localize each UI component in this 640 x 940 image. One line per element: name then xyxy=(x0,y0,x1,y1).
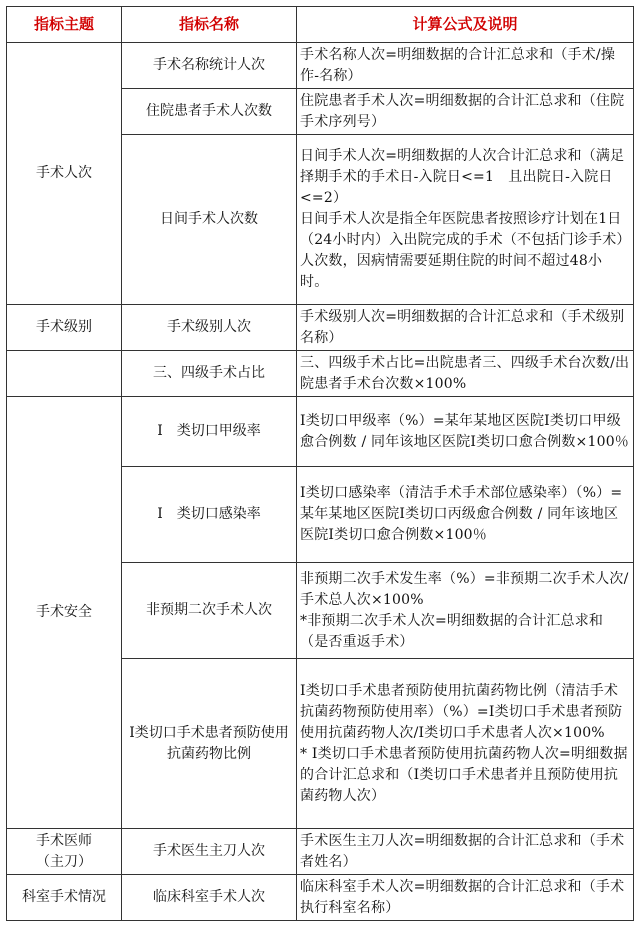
formula-cell: 手术级别人次=明细数据的合计汇总求和（手术级别名称） xyxy=(297,305,634,351)
table-row xyxy=(7,351,634,397)
header-formula: 计算公式及说明 xyxy=(297,7,634,43)
formula-cell: 日间手术人次=明细数据的人次合计汇总求和（满足择期手术的手术日-入院日<=1 且出院日-入院日<=2） 日间手术人次是指全年医院患者按照诊疗计划在1日（24小时内）入出院完成的手术（不包括门诊手术）人次数，因病情需要延期住院的时间不超过48小时。 xyxy=(297,135,634,305)
indicator-name: 手术级别人次 xyxy=(122,305,297,351)
indicator-name: 非预期二次手术人次 xyxy=(122,563,297,659)
formula-cell: Ⅰ类切口甲级率（%）=某年某地区医院Ⅰ类切口甲级愈合例数 / 同年该地区医院Ⅰ类切口愈合例数×100％ xyxy=(297,397,634,467)
header-name: 指标名称 xyxy=(122,7,297,43)
table-row xyxy=(7,829,634,875)
formula-cell: 三、四级手术占比=出院患者三、四级手术台次数/出院患者手术台次数×100% xyxy=(297,351,634,397)
table-row xyxy=(7,397,634,467)
indicator-name: Ⅰ 类切口甲级率 xyxy=(122,397,297,467)
group-cell: 手术医师 （主刀） xyxy=(7,829,122,875)
header-topic: 指标主题 xyxy=(7,7,122,43)
group-cell: 手术安全 xyxy=(7,397,122,829)
indicator-name: 住院患者手术人次数 xyxy=(122,89,297,135)
header-row xyxy=(7,7,634,43)
formula-cell: 手术医生主刀人次=明细数据的合计汇总求和（手术者姓名） xyxy=(297,829,634,875)
indicator-name: 手术医生主刀人次 xyxy=(122,829,297,875)
group-cell: 手术级别 xyxy=(7,305,122,351)
formula-cell: 临床科室手术人次=明细数据的合计汇总求和（手术执行科室名称） xyxy=(297,875,634,921)
indicator-name: 三、四级手术占比 xyxy=(122,351,297,397)
indicator-name: Ⅰ类切口手术患者预防使用抗菌药物比例 xyxy=(122,659,297,829)
formula-cell: 非预期二次手术发生率（%）=非预期二次手术人次/手术总人次×100% *非预期二次手术人次=明细数据的合计汇总求和（是否重返手术） xyxy=(297,563,634,659)
indicator-table xyxy=(6,6,634,921)
table-row xyxy=(7,305,634,351)
table-row xyxy=(7,43,634,89)
table-row xyxy=(7,875,634,921)
formula-cell: Ⅰ类切口感染率（清洁手术手术部位感染率）（%）=某年某地区医院Ⅰ类切口丙级愈合例数 / 同年该地区医院Ⅰ类切口愈合例数×100％ xyxy=(297,467,634,563)
formula-cell: 手术名称人次=明细数据的合计汇总求和（手术/操作-名称） xyxy=(297,43,634,89)
indicator-name: 临床科室手术人次 xyxy=(122,875,297,921)
indicator-name: Ⅰ 类切口感染率 xyxy=(122,467,297,563)
indicator-name: 日间手术人次数 xyxy=(122,135,297,305)
group-cell xyxy=(7,351,122,397)
indicator-name: 手术名称统计人次 xyxy=(122,43,297,89)
formula-cell: Ⅰ类切口手术患者预防使用抗菌药物比例（清洁手术抗菌药物预防使用率）（%）=Ⅰ类切口手术患者预防使用抗菌药物人次/Ⅰ类切口手术患者人次×100% * Ⅰ类切口手术患者预防使用抗菌药物人次=明细数据的合计汇总求和（Ⅰ类切口手术患者并且预防使用抗菌药物人次） xyxy=(297,659,634,829)
formula-cell: 住院患者手术人次=明细数据的合计汇总求和（住院手术序列号） xyxy=(297,89,634,135)
group-cell: 手术人次 xyxy=(7,43,122,305)
group-cell: 科室手术情况 xyxy=(7,875,122,921)
